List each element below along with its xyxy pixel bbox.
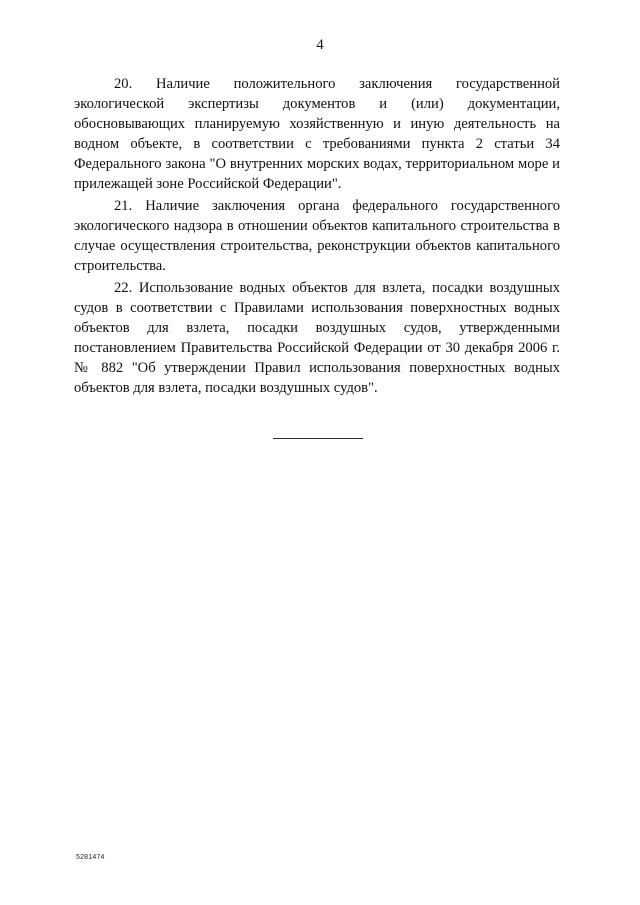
paragraph-21: 21. Наличие заключения органа федерального государственного экологического надзора в отношении объектов капитального строительства в случае осуществления строительства, реконструкции объектов капитального строительства. bbox=[74, 198, 560, 274]
end-divider-line bbox=[273, 438, 363, 439]
page-number: 4 bbox=[316, 37, 324, 53]
paragraph-22: 22. Использование водных объектов для взлета, посадки воздушных судов в соответствии с Правилами использования поверхностных водных объектов для взлета, посадки воздушных судов, утвержденными постановлением Правительства Российской Федерации от 30 декабря 2006 г. № 882 "Об утверждении Правил использования поверхностных водных объектов для взлета, посадки воздушных судов". bbox=[74, 280, 560, 396]
paragraph-20: 20. Наличие положительного заключения государственной экологической экспертизы документов и (или) документации, обосновывающих планируемую хозяйственную и иную деятельность на водном объекте, в соответствии с требованиями пункта 2 статьи 34 Федерального закона "О внутренних морских водах, территориальном море и прилежащей зоне Российской Федерации". bbox=[74, 76, 560, 192]
document-code: 5281474 bbox=[76, 854, 105, 861]
document-body bbox=[74, 74, 560, 400]
